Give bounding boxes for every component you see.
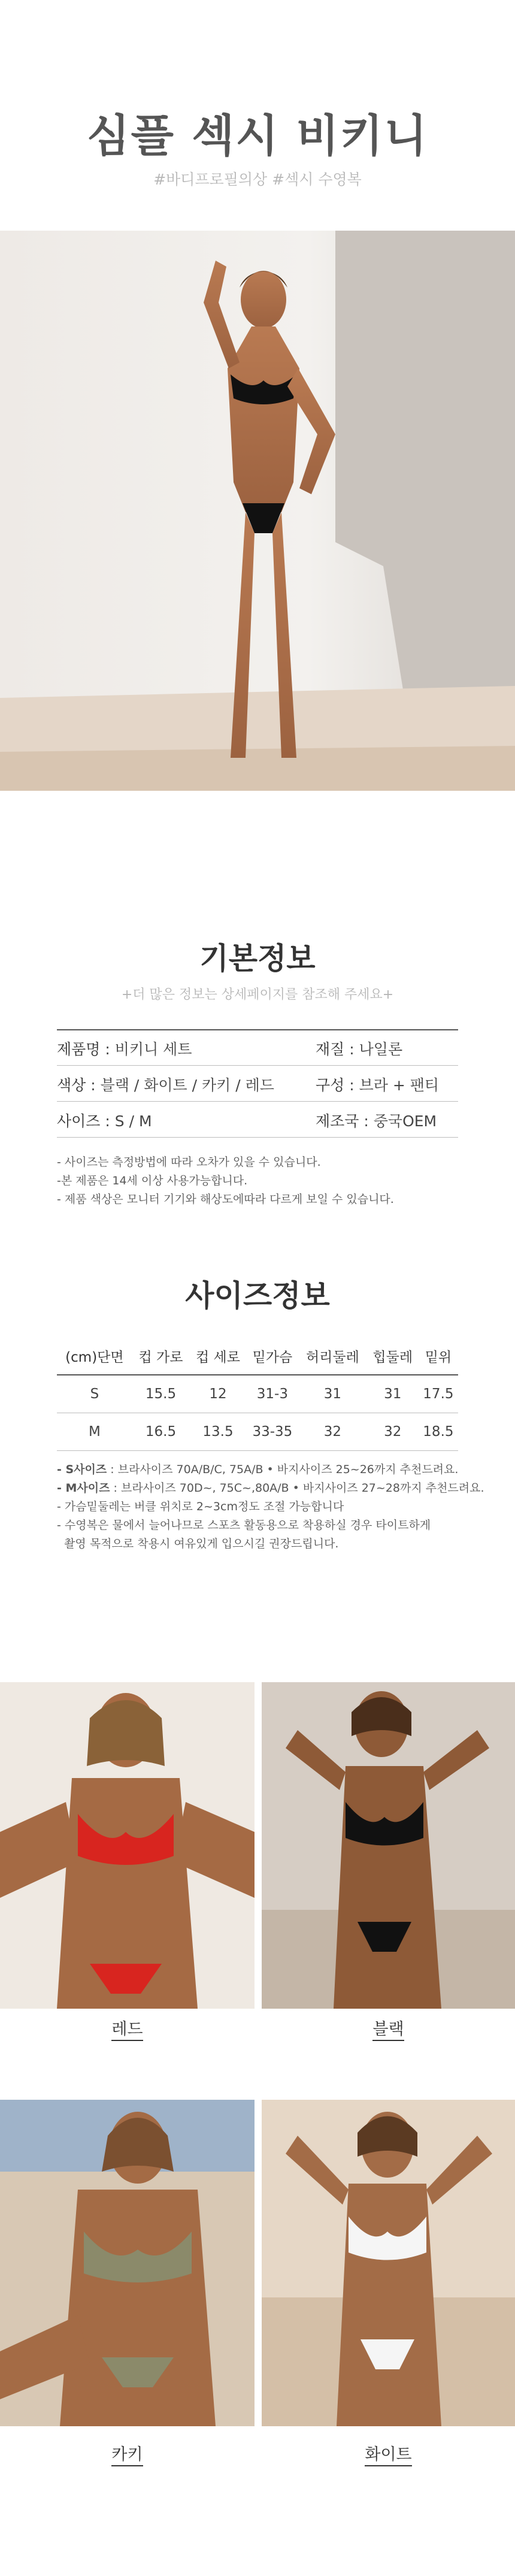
size-cell: 31 xyxy=(367,1375,419,1413)
info-value: S / M xyxy=(114,1112,152,1130)
size-note-text: - 가슴밑둘레는 버클 위치로 2~3cm정도 조절 가능합니다 xyxy=(57,1500,344,1513)
size-note-bold: - M사이즈 xyxy=(57,1481,110,1495)
size-cell: 17.5 xyxy=(419,1375,458,1413)
info-note: -본 제품은 14세 이상 사용가능합니다. xyxy=(57,1174,248,1187)
size-header-cell: 컵 가로 xyxy=(132,1337,189,1375)
size-note xyxy=(57,1461,458,1477)
size-note xyxy=(57,1479,484,1495)
size-header-cell: 힙둘레 xyxy=(367,1337,419,1375)
size-note-text: 촬영 목적으로 착용시 여유있게 입으시길 권장드립니다. xyxy=(57,1537,339,1550)
size-note-bold: - S사이즈 xyxy=(57,1463,107,1476)
size-header-cell: 허리둘레 xyxy=(298,1337,367,1375)
size-cell: 32 xyxy=(298,1413,367,1451)
size-table xyxy=(57,1337,458,1451)
size-cell: 31-3 xyxy=(247,1375,298,1413)
white-caption xyxy=(262,2441,515,2465)
size-header-cell: (cm)단면 xyxy=(57,1337,132,1375)
info-row: 색상 : 블랙 / 화이트 / 카키 / 레드 구성 : 브라 + 팬티 xyxy=(57,1065,458,1102)
info-value: 나일론 xyxy=(359,1041,403,1058)
size-cell: 13.5 xyxy=(189,1413,246,1451)
size-cell: S xyxy=(57,1375,132,1413)
size-cell: 32 xyxy=(367,1413,419,1451)
info-key: 사이즈 xyxy=(57,1112,101,1130)
size-note xyxy=(57,1498,344,1514)
info-value: 중국OEM xyxy=(373,1112,437,1130)
size-cell: 15.5 xyxy=(132,1375,189,1413)
black-bikini-photo xyxy=(262,1682,515,2009)
white-bikini-photo xyxy=(262,2100,515,2426)
size-note xyxy=(57,1535,338,1551)
size-cell: 33-35 xyxy=(247,1413,298,1451)
size-note xyxy=(57,1516,431,1532)
white-caption-text: 화이트 xyxy=(365,2445,411,2466)
page-title: 심플 섹시 비키니 xyxy=(87,110,428,162)
info-row: 사이즈 : S / M 제조국 : 중국OEM xyxy=(57,1101,458,1138)
black-caption xyxy=(262,2016,515,2039)
khaki-caption-text: 카키 xyxy=(111,2445,143,2466)
info-value: 블랙 / 화이트 / 카키 / 레드 xyxy=(100,1077,274,1094)
info-value: 브라 + 팬티 xyxy=(359,1077,440,1094)
red-bikini-photo xyxy=(0,1682,255,2009)
khaki-bikini-photo xyxy=(0,2100,255,2426)
info-value: 비키니 세트 xyxy=(114,1041,192,1058)
basic-info-title: 기본정보 xyxy=(199,941,316,976)
info-key: 재질 xyxy=(316,1041,345,1058)
size-header-cell: 컵 세로 xyxy=(189,1337,246,1375)
size-cell: 12 xyxy=(189,1375,246,1413)
table-row xyxy=(57,1413,458,1451)
info-key: 구성 xyxy=(316,1077,345,1094)
size-cell: 16.5 xyxy=(132,1413,189,1451)
size-info-title: 사이즈정보 xyxy=(185,1278,330,1313)
hashtags: #바디프로필의상 #섹시 수영복 xyxy=(153,171,362,188)
info-key: 제품명 xyxy=(57,1041,101,1058)
size-note-text: : 브라사이즈 70D~, 75C~,80A/B • 바지사이즈 27~28까지 추천드려요. xyxy=(110,1481,484,1495)
info-key: 제조국 xyxy=(316,1112,359,1130)
red-caption xyxy=(0,2016,255,2039)
basic-info-subtitle: +더 많은 정보는 상세페이지를 참조해 주세요+ xyxy=(121,987,394,1002)
info-note: - 제품 색상은 모니터 기기와 해상도에따라 다르게 보일 수 있습니다. xyxy=(57,1193,394,1206)
size-cell: 18.5 xyxy=(419,1413,458,1451)
black-caption-text: 블랙 xyxy=(372,2020,404,2041)
size-cell: 31 xyxy=(298,1375,367,1413)
info-row: 제품명 : 비키니 세트 재질 : 나일론 xyxy=(57,1029,458,1066)
main-product-photo xyxy=(0,231,515,791)
info-key: 색상 xyxy=(57,1077,86,1094)
size-cell: M xyxy=(57,1413,132,1451)
size-note-text: : 브라사이즈 70A/B/C, 75A/B • 바지사이즈 25~26까지 추천드려요. xyxy=(107,1463,459,1476)
red-caption-text: 레드 xyxy=(111,2020,143,2041)
khaki-caption xyxy=(0,2441,255,2465)
size-note-text: - 수영복은 물에서 늘어나므로 스포츠 활동용으로 착용하실 경우 타이트하게 xyxy=(57,1519,431,1532)
table-row xyxy=(57,1375,458,1413)
size-header-cell: 밑위 xyxy=(419,1337,458,1375)
size-table-header xyxy=(57,1337,458,1375)
info-note: - 사이즈는 측정방법에 따라 오차가 있을 수 있습니다. xyxy=(57,1156,321,1169)
size-header-cell: 밑가슴 xyxy=(247,1337,298,1375)
